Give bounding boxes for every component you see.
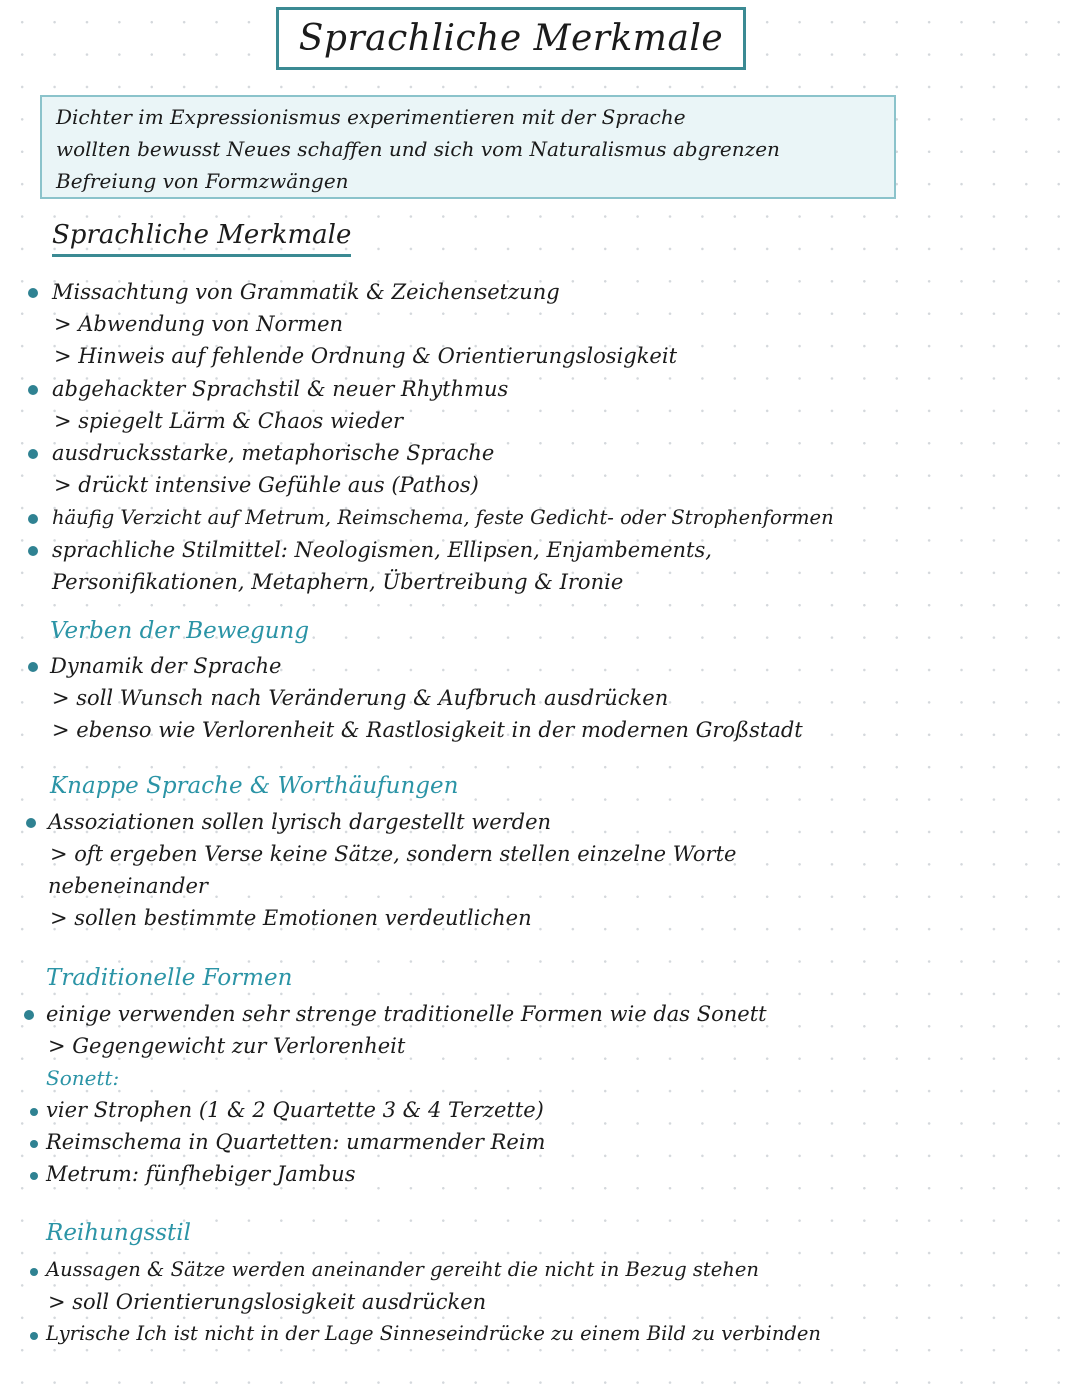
note-line: abgehackter Sprachstil & neuer Rhythmus	[52, 377, 509, 401]
title-box	[276, 7, 746, 70]
section-heading-reihungsstil: Reihungsstil	[46, 1220, 192, 1246]
bullet-dot	[26, 818, 36, 828]
intro-line: Dichter im Expressionismus experimentieren mit der Sprache	[56, 105, 686, 129]
section-heading-verben-der-bewegung: Verben der Bewegung	[50, 618, 310, 644]
bullet-dot	[30, 1108, 38, 1116]
note-line: Missachtung von Grammatik & Zeichensetzung	[52, 280, 560, 304]
bullet-dot	[30, 1140, 38, 1148]
note-line: sprachliche Stilmittel: Neologismen, Ellipsen, Enjambements,	[52, 538, 712, 562]
note-subline: > sollen bestimmte Emotionen verdeutlichen	[50, 906, 532, 930]
note-line: Aussagen & Sätze werden aneinander gereiht die nicht in Bezug stehen	[46, 1258, 759, 1281]
note-line: Lyrische Ich ist nicht in der Lage Sinneseindrücke zu einem Bild zu verbinden	[46, 1322, 821, 1345]
note-subline: > spiegelt Lärm & Chaos wieder	[54, 409, 404, 433]
note-subline: > drückt intensive Gefühle aus (Pathos)	[54, 473, 479, 497]
note-subline: > Hinweis auf fehlende Ordnung & Orientierungslosigkeit	[54, 344, 678, 368]
note-line: ausdrucksstarke, metaphorische Sprache	[52, 441, 495, 465]
note-line-continued: Personifikationen, Metaphern, Übertreibung & Ironie	[52, 570, 624, 594]
intro-line: Befreiung von Formzwängen	[56, 169, 349, 193]
note-subline: > oft ergeben Verse keine Sätze, sondern stellen einzelne Worte	[50, 842, 737, 866]
intro-line: wollten bewusst Neues schaffen und sich vom Naturalismus abgrenzen	[56, 137, 780, 161]
intro-box	[40, 95, 896, 199]
note-line: Metrum: fünfhebiger Jambus	[46, 1162, 356, 1186]
bullet-dot	[28, 288, 38, 298]
bullet-dot	[28, 546, 38, 556]
note-line: vier Strophen (1 & 2 Quartette 3 & 4 Terzette)	[46, 1098, 544, 1122]
section-heading-sprachliche-merkmale: Sprachliche Merkmale	[52, 220, 351, 257]
bullet-dot	[30, 1172, 38, 1180]
note-line-continued: nebeneinander	[48, 874, 208, 898]
bullet-dot	[28, 385, 38, 395]
bullet-dot	[28, 662, 38, 672]
note-subline: > Gegengewicht zur Verlorenheit	[48, 1034, 406, 1058]
note-line: Dynamik der Sprache	[50, 654, 282, 678]
note-line: Assoziationen sollen lyrisch dargestellt werden	[48, 810, 552, 834]
bullet-dot	[30, 1268, 38, 1276]
note-line: häufig Verzicht auf Metrum, Reimschema, feste Gedicht- oder Strophenformen	[52, 506, 834, 529]
note-subline: > ebenso wie Verlorenheit & Rastlosigkeit in der modernen Großstadt	[52, 718, 803, 742]
bullet-dot	[28, 514, 38, 524]
note-subline: > soll Wunsch nach Veränderung & Aufbruch ausdrücken	[52, 686, 669, 710]
section-heading-knappe-sprache: Knappe Sprache & Worthäufungen	[50, 773, 459, 799]
note-line: Reimschema in Quartetten: umarmender Reim	[46, 1130, 546, 1154]
note-line: einige verwenden sehr strenge traditionelle Formen wie das Sonett	[46, 1002, 767, 1026]
note-subline: > soll Orientierungslosigkeit ausdrücken	[48, 1290, 487, 1314]
section-heading-traditionelle-formen: Traditionelle Formen	[46, 965, 293, 991]
bullet-dot	[28, 449, 38, 459]
sonett-label: Sonett:	[46, 1066, 120, 1090]
page-title: Sprachliche Merkmale	[298, 18, 724, 59]
note-subline: > Abwendung von Normen	[54, 312, 344, 336]
bullet-dot	[30, 1332, 38, 1340]
bullet-dot	[24, 1010, 34, 1020]
